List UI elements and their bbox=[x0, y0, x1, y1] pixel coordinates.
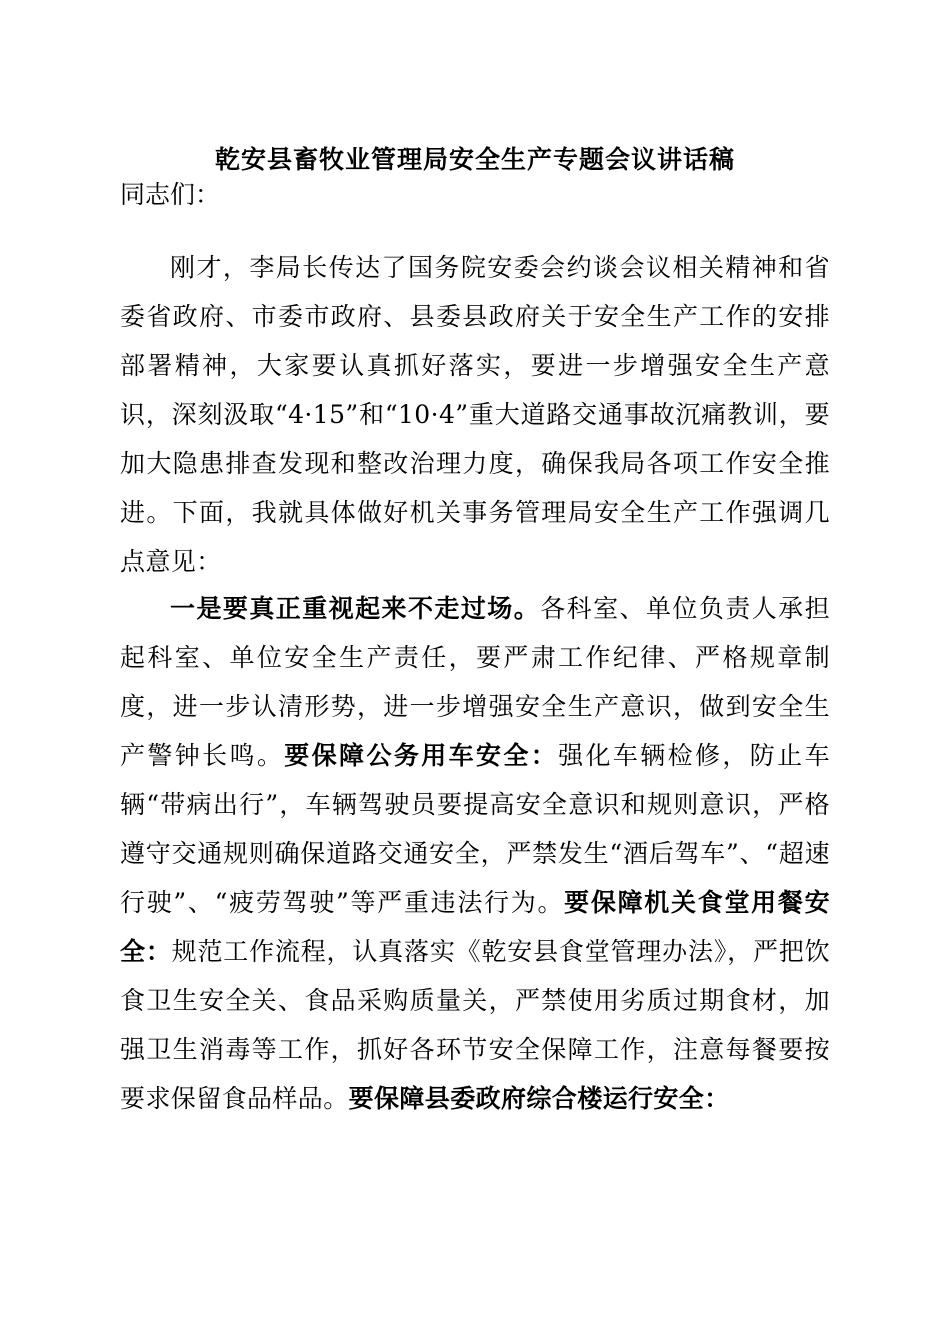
paragraph-intro: 刚才，李局长传达了国务院安委会约谈会议相关精神和省委省政府、市委市政府、县委县政府关于安全生产工作的安排部署精神，大家要认真抓好落实，要进一步增强安全生产意识，深刻汲取“4·15”和“10·4”重大道路交通事故沉痛教训，要加大隐患排查发现和整改治理力度，确保我局各项工作安全推进。下面，我就具体做好机关事务管理局安全生产工作强调几点意见： bbox=[120, 253, 830, 576]
canteen-safety-heading: 要保障机关食堂用餐安全： bbox=[120, 888, 830, 966]
point-one-heading: 一是要真正重视起来不走过场。 bbox=[170, 594, 541, 623]
canteen-safety-text: 规范工作流程，认真落实《乾安县食堂管理办法》，严把饮食卫生安全关、食品采购质量关，严禁使用劣质过期食材，加强卫生消毒等工作，抓好各环节安全保障工作，注意每餐要按要求保留食品样品。 bbox=[120, 937, 830, 1113]
vehicle-safety-text: 强化车辆检修，防止车辆“带病出行”，车辆驾驶员要提高安全意识和规则意识，严格遵守交通规则确保道路交通安全，严禁发生“酒后驾车”、“超速行驶”、“疲劳驾驶”等严重违法行为。 bbox=[120, 741, 830, 917]
point-one-text: 各科室、单位负责人承担起科室、单位安全生产责任，要严肃工作纪律、严格规章制度，进一步认清形势，进一步增强安全生产意识，做到安全生产警钟长鸣。 bbox=[120, 594, 830, 770]
paragraph-point-one bbox=[120, 584, 830, 1123]
salutation: 同志们： bbox=[120, 180, 221, 209]
document-title: 乾安县畜牧业管理局安全生产专题会议讲话稿 bbox=[214, 145, 735, 174]
building-safety-heading: 要保障县委政府综合楼运行安全： bbox=[348, 1084, 730, 1113]
vehicle-safety-heading: 要保障公务用车安全： bbox=[284, 741, 559, 770]
